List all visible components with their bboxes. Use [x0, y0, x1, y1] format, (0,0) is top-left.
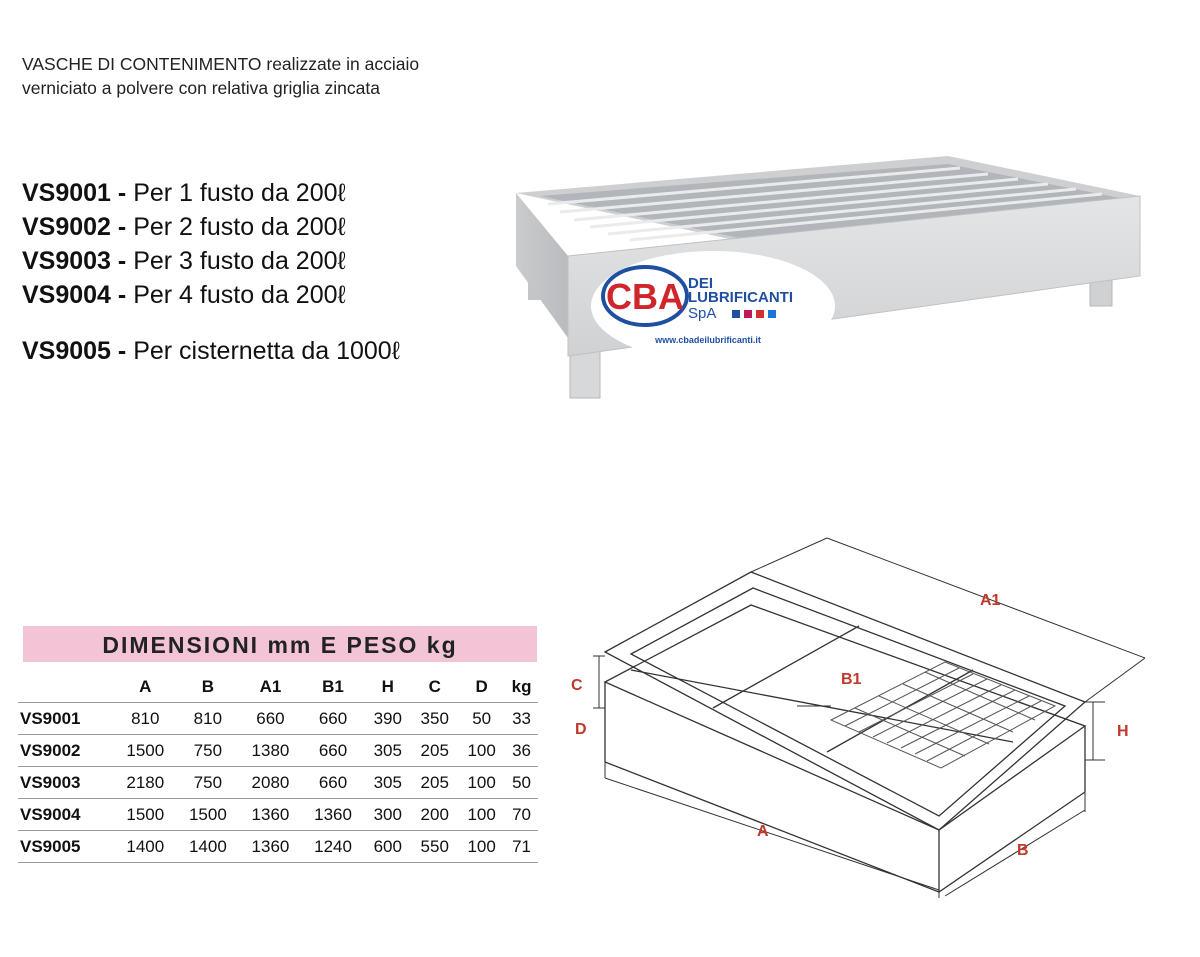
- model-line: [22, 244, 400, 278]
- table-cell: 660: [239, 703, 302, 735]
- table-row: [18, 735, 538, 767]
- row-label: VS9001: [18, 703, 114, 735]
- table-cell: 550: [411, 831, 458, 863]
- label-a1: A1: [980, 592, 1001, 609]
- cross-bar: [713, 626, 859, 708]
- table-cell: 1500: [177, 799, 240, 831]
- row-label: VS9005: [18, 831, 114, 863]
- technical-drawing: [565, 530, 1185, 900]
- tray-bottom: [605, 762, 1085, 892]
- model-line: [22, 176, 400, 210]
- label-h: H: [1117, 723, 1129, 740]
- logo-text: CBA: [606, 276, 684, 317]
- table-cell: 810: [177, 703, 240, 735]
- column-header: kg: [505, 672, 538, 703]
- table-cell: 200: [411, 799, 458, 831]
- intro-line-1: VASCHE DI CONTENIMENTO realizzate in acciaio: [22, 54, 420, 74]
- table-cell: 350: [411, 703, 458, 735]
- table-cell: 1400: [177, 831, 240, 863]
- dimensions-title: DIMENSIONI mm E PESO kg: [23, 626, 537, 662]
- column-header: A1: [239, 672, 302, 703]
- table-cell: 305: [364, 767, 411, 799]
- table-cell: 660: [302, 767, 365, 799]
- model-code: VS9005 -: [22, 337, 127, 365]
- table-cell: 100: [458, 799, 505, 831]
- table-cell: 1360: [239, 831, 302, 863]
- table-row: [18, 831, 538, 863]
- product-photo: [508, 148, 1168, 416]
- table-cell: 600: [364, 831, 411, 863]
- table-cell: 1500: [114, 799, 177, 831]
- table-cell: 33: [505, 703, 538, 735]
- table-cell: 50: [458, 703, 505, 735]
- table-cell: 1380: [239, 735, 302, 767]
- instagram-icon: [744, 310, 752, 318]
- column-header: D: [458, 672, 505, 703]
- column-header: B: [177, 672, 240, 703]
- brand-line-1: DEI: [688, 275, 714, 292]
- youtube-icon: [756, 310, 764, 318]
- model-description: Per 4 fusto da 200ℓ: [126, 281, 346, 309]
- model-line: [22, 278, 400, 312]
- table-cell: 70: [505, 799, 538, 831]
- row-label: VS9004: [18, 799, 114, 831]
- model-code: VS9002 -: [22, 213, 127, 241]
- table-cell: 100: [458, 831, 505, 863]
- dimensions-table: [18, 672, 538, 863]
- table-cell: 750: [177, 735, 240, 767]
- table-cell: 305: [364, 735, 411, 767]
- table-cell: 810: [114, 703, 177, 735]
- table-cell: 1360: [239, 799, 302, 831]
- facebook-icon: [732, 310, 740, 318]
- column-header: H: [364, 672, 411, 703]
- column-header: [18, 672, 114, 703]
- website-url: www.cbadeilubrificanti.it: [655, 335, 761, 345]
- model-description: Per 2 fusto da 200ℓ: [126, 213, 346, 241]
- table-cell: 100: [458, 767, 505, 799]
- table-cell: 205: [411, 767, 458, 799]
- tray-side: [516, 193, 568, 338]
- table-cell: 71: [505, 831, 538, 863]
- table-row: [18, 767, 538, 799]
- table-cell: 390: [364, 703, 411, 735]
- table-cell: 300: [364, 799, 411, 831]
- intro-text: [22, 52, 492, 100]
- brand-line-3: SpA: [688, 305, 717, 322]
- tray-rim: [605, 572, 1085, 830]
- model-code: VS9001 -: [22, 179, 127, 207]
- table-cell: 36: [505, 735, 538, 767]
- table-cell: 1360: [302, 799, 365, 831]
- row-label: VS9002: [18, 735, 114, 767]
- table-row: [18, 799, 538, 831]
- model-description: Per cisternetta da 1000ℓ: [126, 337, 400, 365]
- model-list: [22, 176, 400, 368]
- label-c: C: [571, 677, 583, 694]
- model-code: VS9004 -: [22, 281, 127, 309]
- label-d: D: [575, 721, 587, 738]
- table-cell: 660: [302, 735, 365, 767]
- table-cell: 660: [302, 703, 365, 735]
- table-cell: 2180: [114, 767, 177, 799]
- table-cell: 750: [177, 767, 240, 799]
- column-header: C: [411, 672, 458, 703]
- column-header: A: [114, 672, 177, 703]
- model-code: VS9003 -: [22, 247, 127, 275]
- table-cell: 1400: [114, 831, 177, 863]
- table-row: [18, 703, 538, 735]
- label-b1: B1: [841, 671, 862, 688]
- column-header: B1: [302, 672, 365, 703]
- table-cell: 2080: [239, 767, 302, 799]
- label-b: B: [1017, 842, 1029, 859]
- row-label: VS9003: [18, 767, 114, 799]
- table-header-row: [18, 672, 538, 703]
- table-cell: 1240: [302, 831, 365, 863]
- model-description: Per 3 fusto da 200ℓ: [126, 247, 346, 275]
- table-cell: 100: [458, 735, 505, 767]
- table-cell: 205: [411, 735, 458, 767]
- tray-base-top: [605, 605, 1085, 830]
- model-line: [22, 210, 400, 244]
- table-cell: 50: [505, 767, 538, 799]
- model-line: [22, 334, 400, 368]
- model-description: Per 1 fusto da 200ℓ: [126, 179, 346, 207]
- label-a: A: [757, 823, 769, 840]
- linkedin-icon: [768, 310, 776, 318]
- brand-line-2: LUBRIFICANTI: [688, 289, 793, 306]
- table-cell: 1500: [114, 735, 177, 767]
- intro-line-2: verniciato a polvere con relativa griglia zincata: [22, 78, 380, 98]
